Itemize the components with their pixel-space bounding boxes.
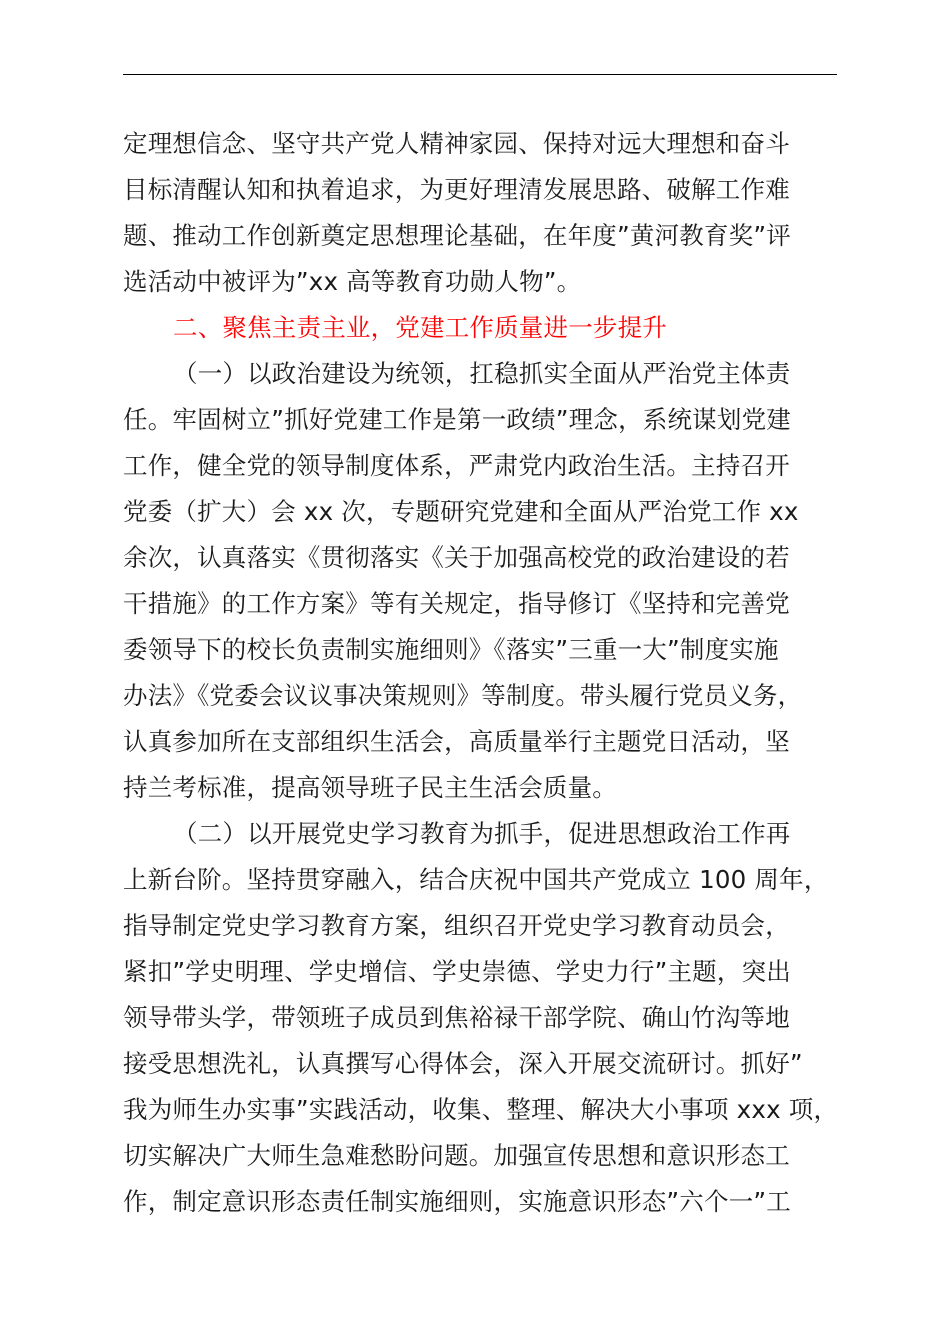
paragraph-line: 定理想信念、坚守共产党人精神家园、保持对远大理想和奋斗 — [123, 129, 790, 158]
section-heading: 二、聚焦主责主业，党建工作质量进一步提升 — [173, 313, 667, 342]
paragraph-line: 目标清醒认知和执着追求，为更好理清发展思路、破解工作难 — [123, 175, 790, 204]
paragraph-line: 接受思想洗礼，认真撰写心得体会，深入开展交流研讨。抓好” — [123, 1049, 803, 1078]
paragraph-line: （一）以政治建设为统领，扛稳抓实全面从严治党主体责 — [173, 359, 791, 388]
paragraph-line: 党委（扩大）会 xx 次，专题研究党建和全面从严治党工作 xx — [123, 497, 799, 526]
paragraph-line: 切实解决广大师生急难愁盼问题。加强宣传思想和意识形态工 — [123, 1141, 790, 1170]
header-rule — [123, 74, 837, 75]
document-body — [123, 121, 863, 1225]
paragraph-line: 工作，健全党的领导制度体系，严肃党内政治生活。主持召开 — [123, 451, 790, 480]
paragraph-line: 认真参加所在支部组织生活会，高质量举行主题党日活动，坚 — [123, 727, 790, 756]
paragraph-line: 作，制定意识形态责任制实施细则，实施意识形态”六个一”工 — [123, 1187, 791, 1216]
paragraph-line: 上新台阶。坚持贯穿融入，结合庆祝中国共产党成立 100 周年， — [123, 865, 829, 894]
paragraph-line: 指导制定党史学习教育方案，组织召开党史学习教育动员会， — [123, 911, 790, 940]
paragraph-line: 干措施》的工作方案》等有关规定，指导修订《坚持和完善党 — [123, 589, 790, 618]
paragraph-line: 选活动中被评为”xx 高等教育功勋人物”。 — [123, 267, 582, 296]
paragraph-line: （二）以开展党史学习教育为抓手，促进思想政治工作再 — [173, 819, 791, 848]
paragraph-line: 题、推动工作创新奠定思想理论基础，在年度”黄河教育奖”评 — [123, 221, 791, 250]
paragraph-line: 持兰考标准，提高领导班子民主生活会质量。 — [123, 773, 617, 802]
paragraph-line: 任。牢固树立”抓好党建工作是第一政绩”理念，系统谋划党建 — [123, 405, 791, 434]
paragraph-line: 委领导下的校长负责制实施细则》《落实”三重一大”制度实施 — [123, 635, 779, 664]
paragraph-line: 余次，认真落实《贯彻落实《关于加强高校党的政治建设的若 — [123, 543, 790, 572]
paragraph-line: 领导带头学，带领班子成员到焦裕禄干部学院、确山竹沟等地 — [123, 1003, 790, 1032]
paragraph-line: 我为师生办实事”实践活动，收集、整理、解决大小事项 xxx 项， — [123, 1095, 839, 1124]
paragraph-line: 紧扣”学史明理、学史增信、学史崇德、学史力行”主题，突出 — [123, 957, 791, 986]
paragraph-line: 办法》《党委会议议事决策规则》等制度。带头履行党员义务， — [123, 681, 803, 710]
